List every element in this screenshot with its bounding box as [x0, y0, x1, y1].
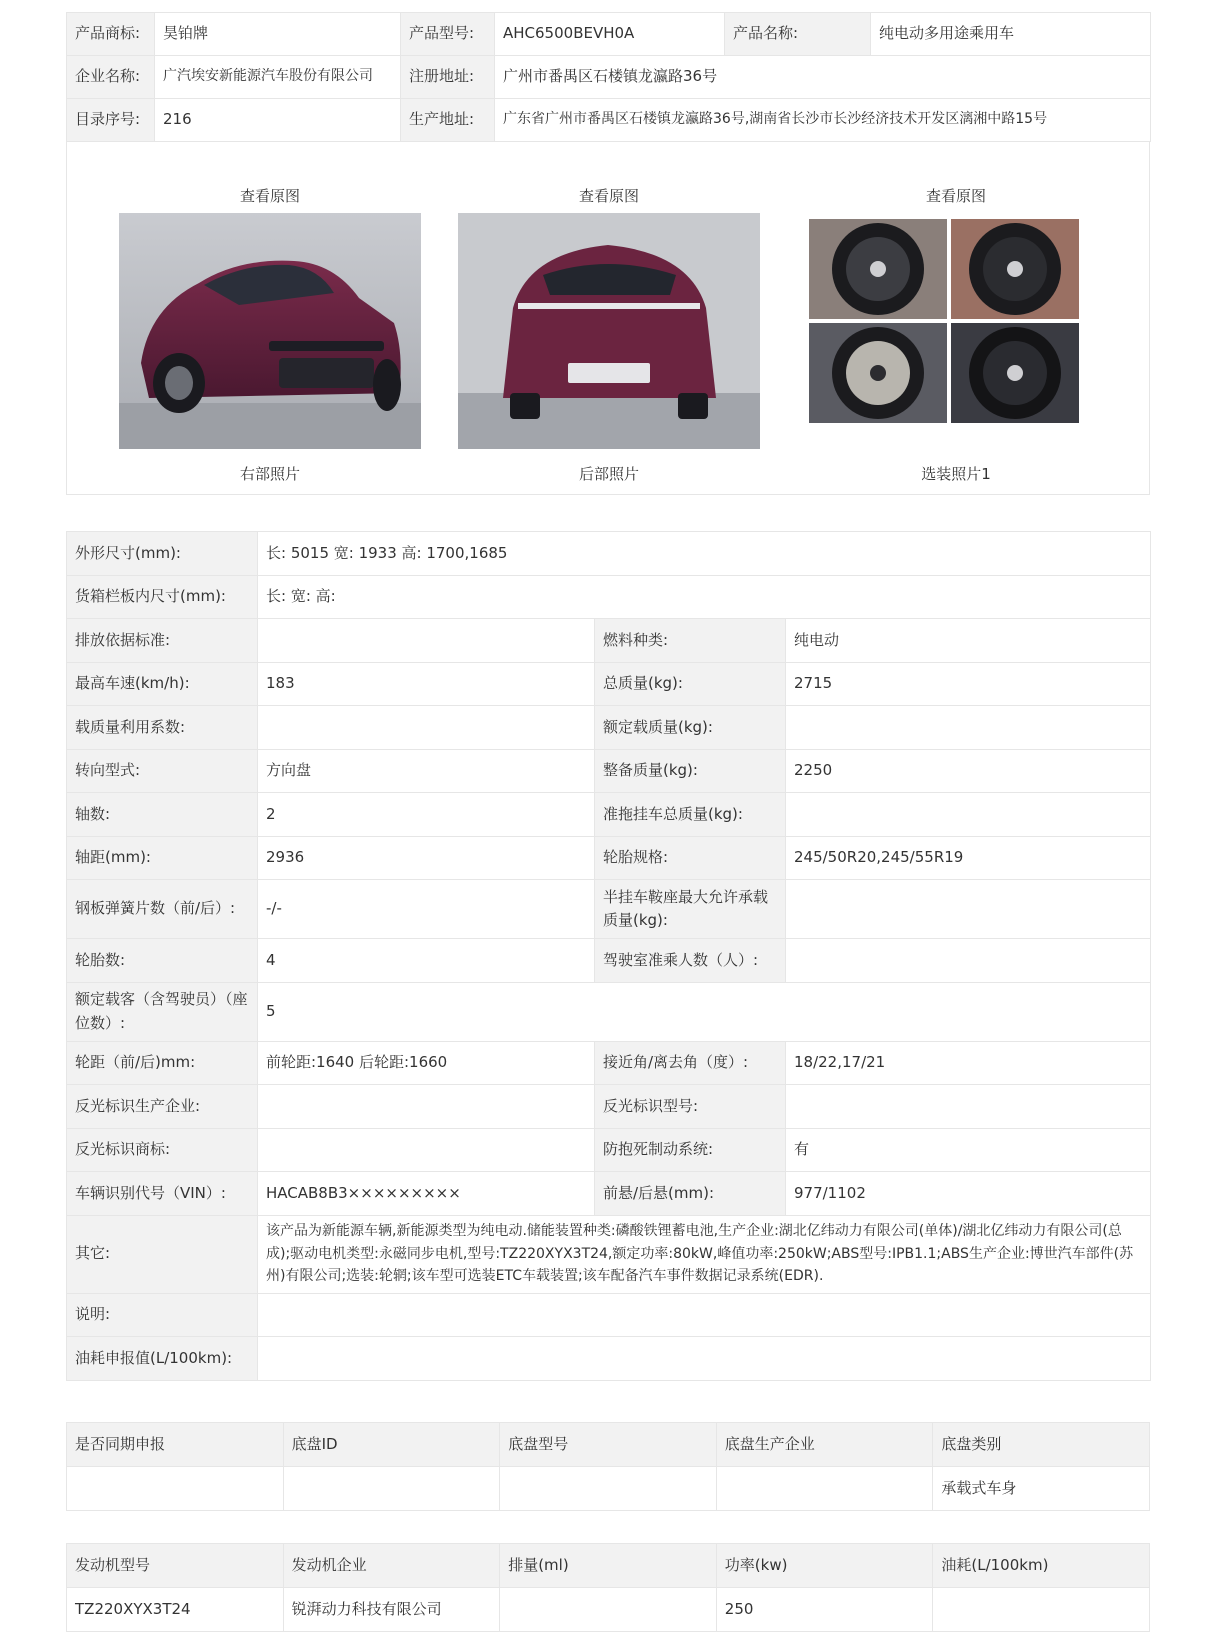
- param-value: 方向盘: [258, 749, 595, 793]
- column-header: 发动机企业: [283, 1544, 500, 1588]
- table-cell: [716, 1467, 933, 1511]
- param-label: 额定载客（含驾驶员）（座位数）:: [67, 982, 258, 1041]
- table-header-row: [67, 1423, 1150, 1467]
- view-original-link[interactable]: 查看原图: [925, 187, 986, 205]
- car-front-image[interactable]: [119, 213, 421, 449]
- product-header-table: [66, 12, 1150, 142]
- param-label: 驾驶室准乘人数（人）:: [595, 939, 786, 983]
- table-row: [67, 575, 1151, 619]
- param-value: 2715: [786, 662, 1151, 706]
- photo-gallery: [66, 141, 1150, 495]
- table-cell: TZ220XYX3T24: [67, 1588, 284, 1632]
- brand-value: 昊铂牌: [155, 13, 401, 56]
- table-row: [67, 1172, 1151, 1216]
- model-value: AHC6500BEVH0A: [495, 13, 725, 56]
- param-value: [258, 1128, 595, 1172]
- param-value: [258, 1293, 1151, 1337]
- param-value: 有: [786, 1128, 1151, 1172]
- company-label: 企业名称:: [67, 56, 155, 99]
- param-label: 前悬/后悬(mm):: [595, 1172, 786, 1216]
- table-row: [67, 749, 1151, 793]
- param-label: 反光标识生产企业:: [67, 1085, 258, 1129]
- view-original-link[interactable]: 查看原图: [239, 187, 300, 205]
- param-label: 车辆识别代号（VIN）:: [67, 1172, 258, 1216]
- param-label: 准拖挂车总质量(kg):: [595, 793, 786, 837]
- param-label: 接近角/离去角（度）:: [595, 1041, 786, 1085]
- table-cell: [500, 1467, 717, 1511]
- name-label: 产品名称:: [725, 13, 871, 56]
- table-cell: [933, 1588, 1150, 1632]
- param-label: 外形尺寸(mm):: [67, 532, 258, 576]
- param-label: 整备质量(kg):: [595, 749, 786, 793]
- table-row: [67, 880, 1151, 939]
- param-label: 额定载质量(kg):: [595, 706, 786, 750]
- vehicle-params-table: [66, 531, 1150, 1381]
- photo-caption: 右部照片: [239, 465, 300, 483]
- table-row: [67, 1588, 1150, 1632]
- param-label: 轮胎规格:: [595, 836, 786, 880]
- table-cell: [500, 1588, 717, 1632]
- column-header: 油耗(L/100km): [933, 1544, 1150, 1588]
- param-value: 2: [258, 793, 595, 837]
- column-header: 底盘生产企业: [716, 1423, 933, 1467]
- table-row: [67, 1085, 1151, 1129]
- param-value: 纯电动: [786, 619, 1151, 663]
- column-header: 底盘ID: [283, 1423, 500, 1467]
- table-cell: 250: [716, 1588, 933, 1632]
- company-value: 广汽埃安新能源汽车股份有限公司: [155, 56, 401, 99]
- reg-addr-value: 广州市番禺区石楼镇龙瀛路36号: [495, 56, 1151, 99]
- table-row: [67, 662, 1151, 706]
- param-label: 防抱死制动系统:: [595, 1128, 786, 1172]
- param-value: 2250: [786, 749, 1151, 793]
- param-value: [786, 1085, 1151, 1129]
- column-header: 底盘类别: [933, 1423, 1150, 1467]
- param-value: 4: [258, 939, 595, 983]
- catalog-value: 216: [155, 99, 401, 142]
- column-header: 排量(ml): [500, 1544, 717, 1588]
- param-label: 其它:: [67, 1215, 258, 1293]
- param-label: 排放依据标准:: [67, 619, 258, 663]
- chassis-table: [66, 1422, 1150, 1511]
- param-label: 轮距（前/后)mm:: [67, 1041, 258, 1085]
- param-label: 货箱栏板内尺寸(mm):: [67, 575, 258, 619]
- engine-table: [66, 1543, 1150, 1632]
- table-row: [67, 793, 1151, 837]
- param-value: 245/50R20,245/55R19: [786, 836, 1151, 880]
- column-header: 发动机型号: [67, 1544, 284, 1588]
- param-value: 18/22,17/21: [786, 1041, 1151, 1085]
- param-label: 说明:: [67, 1293, 258, 1337]
- column-header: 底盘型号: [500, 1423, 717, 1467]
- table-row: [67, 1128, 1151, 1172]
- param-value: 长: 宽: 高:: [258, 575, 1151, 619]
- table-row: [67, 619, 1151, 663]
- param-value: [786, 793, 1151, 837]
- param-value: 2936: [258, 836, 595, 880]
- table-row: [67, 56, 1151, 99]
- column-header: 功率(kw): [716, 1544, 933, 1588]
- prod-addr-value: 广东省广州市番禺区石楼镇龙瀛路36号,湖南省长沙市长沙经济技术开发区漓湘中路15号: [495, 99, 1151, 142]
- table-row: [67, 1467, 1150, 1511]
- param-value: [786, 880, 1151, 939]
- param-label: 燃料种类:: [595, 619, 786, 663]
- table-row: [67, 836, 1151, 880]
- model-label: 产品型号:: [401, 13, 495, 56]
- table-row: [67, 1041, 1151, 1085]
- table-row: [67, 99, 1151, 142]
- param-label: 反光标识商标:: [67, 1128, 258, 1172]
- photo-caption: 选装照片1: [921, 465, 991, 483]
- table-row: [67, 706, 1151, 750]
- catalog-label: 目录序号:: [67, 99, 155, 142]
- param-value: 5: [258, 982, 1151, 1041]
- vin-value: HACAB8B3×××××××××: [258, 1172, 595, 1216]
- param-label: 反光标识型号:: [595, 1085, 786, 1129]
- param-label: 总质量(kg):: [595, 662, 786, 706]
- param-value: [258, 706, 595, 750]
- table-cell: 锐湃动力科技有限公司: [283, 1588, 500, 1632]
- table-row: [67, 532, 1151, 576]
- table-row: [67, 982, 1151, 1041]
- table-row: [67, 1337, 1151, 1381]
- table-row: [67, 13, 1151, 56]
- param-label: 半挂车鞍座最大允许承载质量(kg):: [595, 880, 786, 939]
- param-label: 载质量利用系数:: [67, 706, 258, 750]
- prod-addr-label: 生产地址:: [401, 99, 495, 142]
- param-value: 977/1102: [786, 1172, 1151, 1216]
- param-label: 轴距(mm):: [67, 836, 258, 880]
- param-value: [258, 619, 595, 663]
- param-value: [258, 1085, 595, 1129]
- table-row: [67, 1215, 1151, 1293]
- brand-label: 产品商标:: [67, 13, 155, 56]
- param-label: 轮胎数:: [67, 939, 258, 983]
- car-rear-image[interactable]: [458, 213, 760, 449]
- param-label: 轴数:: [67, 793, 258, 837]
- view-original-link[interactable]: 查看原图: [578, 187, 639, 205]
- photo-caption: 后部照片: [578, 465, 639, 483]
- table-row: [67, 939, 1151, 983]
- param-label: 钢板弹簧片数（前/后）:: [67, 880, 258, 939]
- table-cell: 承载式车身: [933, 1467, 1150, 1511]
- table-cell: [67, 1467, 284, 1511]
- reg-addr-label: 注册地址:: [401, 56, 495, 99]
- param-label: 转向型式:: [67, 749, 258, 793]
- other-info-value: 该产品为新能源车辆,新能源类型为纯电动.储能装置种类:磷酸铁锂蓄电池,生产企业:湖北亿纬动力有限公司(单体)/湖北亿纬动力有限公司(总成);驱动电机类型:永磁同步电机,型号:TZ220XYX3T24,额定功率:80kW,峰值功率:250kW;ABS型号:IPB1.1;ABS生产企业:博世汽车部件(苏州)有限公司;选装:轮辋;该车型可选装ETC车载装置;该车配备汽车事件数据记录系统(EDR).: [258, 1215, 1151, 1293]
- param-value: [786, 939, 1151, 983]
- table-row: [67, 1293, 1151, 1337]
- param-value: 长: 5015 宽: 1933 高: 1700,1685: [258, 532, 1151, 576]
- param-value: 183: [258, 662, 595, 706]
- column-header: 是否同期申报: [67, 1423, 284, 1467]
- param-value: [786, 706, 1151, 750]
- param-value: 前轮距:1640 后轮距:1660: [258, 1041, 595, 1085]
- table-header-row: [67, 1544, 1150, 1588]
- wheels-image[interactable]: [805, 213, 1107, 449]
- param-label: 最高车速(km/h):: [67, 662, 258, 706]
- param-value: [258, 1337, 1151, 1381]
- table-cell: [283, 1467, 500, 1511]
- param-value: -/-: [258, 880, 595, 939]
- param-label: 油耗申报值(L/100km):: [67, 1337, 258, 1381]
- name-value: 纯电动多用途乘用车: [871, 13, 1151, 56]
